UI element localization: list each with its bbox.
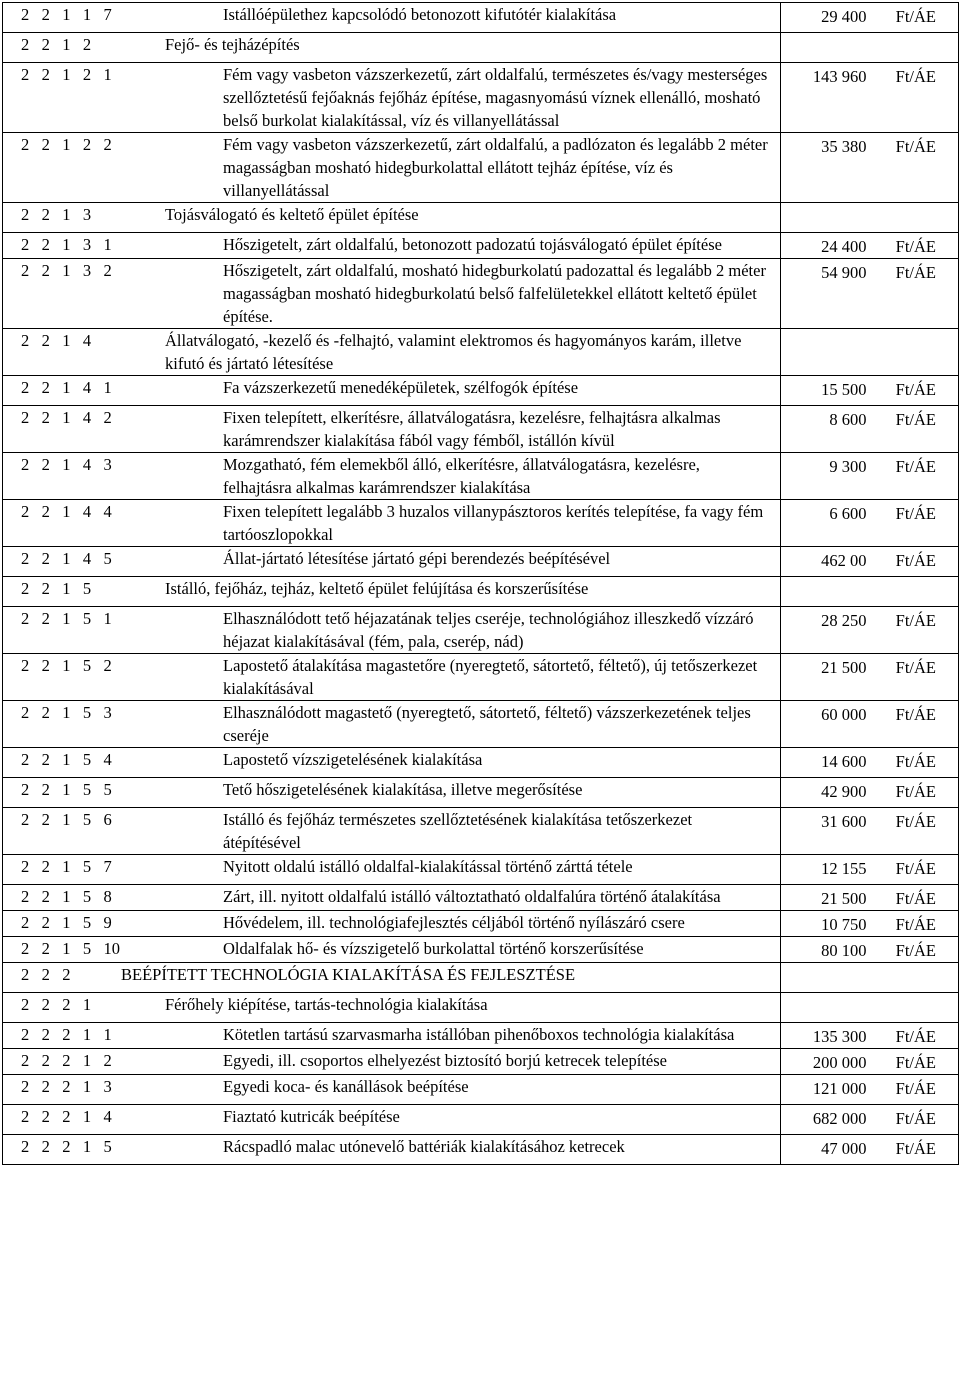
table-row <box>3 937 959 963</box>
table-row <box>3 500 959 547</box>
item-description: Egyedi, ill. csoportos elhelyezést biztosító borjú ketrecek telepítése <box>223 1051 667 1070</box>
cost-table-body <box>3 3 959 1165</box>
table-row <box>3 654 959 701</box>
row-content <box>3 654 781 701</box>
item-description: Fém vagy vasbeton vázszerkezetű, zárt oldalfalú, természetes és/vagy mesterséges szellőztetésű fejőaknás fejőház építése, magasnyomású víznek ellenálló, mosható belső burkolat kialakítással, víz és villanyellátással <box>223 65 768 130</box>
item-unit: Ft/ÁE <box>871 547 959 577</box>
item-unit: Ft/ÁE <box>871 3 959 33</box>
item-unit: Ft/ÁE <box>871 376 959 406</box>
item-unit: Ft/ÁE <box>871 63 959 133</box>
item-unit: Ft/ÁE <box>871 701 959 748</box>
table-row <box>3 203 959 233</box>
item-amount: 28 250 <box>781 607 871 654</box>
item-code: 2 2 1 4 <box>21 331 92 350</box>
item-description: Fa vázszerkezetű menedéképületek, szélfogók építése <box>223 378 579 397</box>
row-content <box>3 855 781 885</box>
item-description: Oldalfalak hő- és vízszigetelő burkolattal történő korszerűsítése <box>223 939 644 958</box>
item-amount: 135 300 <box>781 1023 871 1049</box>
item-description: Elhasználódott magastető (nyeregtető, sátortető, féltető) vázszerkezetének teljes cseréje <box>223 703 751 745</box>
item-unit: Ft/ÁE <box>871 1023 959 1049</box>
item-amount: 42 900 <box>781 778 871 808</box>
table-row <box>3 406 959 453</box>
item-unit <box>871 577 959 607</box>
row-content <box>3 885 781 911</box>
item-description: Elhasználódott tető héjazatának teljes cseréje, technológiához illeszkedő vízzáró héjazat kialakításával (fém, pala, cserép, nád) <box>223 609 754 651</box>
item-description: Állat-jártató létesítése jártató gépi berendezés beépítésével <box>223 549 611 568</box>
item-amount: 80 100 <box>781 937 871 963</box>
table-row <box>3 547 959 577</box>
item-unit: Ft/ÁE <box>871 500 959 547</box>
item-code: 2 2 2 <box>21 965 71 984</box>
item-amount: 31 600 <box>781 808 871 855</box>
item-unit <box>871 993 959 1023</box>
table-row <box>3 376 959 406</box>
item-amount: 35 380 <box>781 133 871 203</box>
item-code: 2 2 1 3 2 <box>21 261 112 280</box>
row-content <box>3 133 781 203</box>
item-description: Hőszigetelt, zárt oldalfalú, mosható hidegburkolatú padozattal és legalább 2 méter magasságban mosható hidegburkolatú belső falfelületekkel ellátott keltető épület építése. <box>223 261 766 326</box>
row-content <box>3 1023 781 1049</box>
item-amount <box>781 963 871 993</box>
item-description: Fejő- és tejházépítés <box>165 35 300 54</box>
row-content <box>3 453 781 500</box>
item-code: 2 2 1 5 10 <box>21 939 120 958</box>
table-row <box>3 33 959 63</box>
item-code: 2 2 1 3 <box>21 205 92 224</box>
item-amount <box>781 577 871 607</box>
item-amount: 14 600 <box>781 748 871 778</box>
row-content <box>3 547 781 577</box>
item-unit: Ft/ÁE <box>871 133 959 203</box>
item-description: Istállóépülethez kapcsolódó betonozott kifutótér kialakítása <box>223 5 617 24</box>
row-content <box>3 808 781 855</box>
item-code: 2 2 1 2 2 <box>21 135 112 154</box>
item-code: 2 2 1 3 1 <box>21 235 112 254</box>
row-content <box>3 500 781 547</box>
item-code: 2 2 1 5 <box>21 579 92 598</box>
item-code: 2 2 1 4 5 <box>21 549 112 568</box>
row-content <box>3 3 781 33</box>
row-content <box>3 778 781 808</box>
row-content <box>3 577 781 607</box>
table-row <box>3 748 959 778</box>
item-description: Lapostető vízszigetelésének kialakítása <box>223 750 483 769</box>
item-unit: Ft/ÁE <box>871 778 959 808</box>
item-unit: Ft/ÁE <box>871 453 959 500</box>
item-unit: Ft/ÁE <box>871 748 959 778</box>
row-content <box>3 33 781 63</box>
item-code: 2 2 2 1 <box>21 995 92 1014</box>
table-row <box>3 963 959 993</box>
item-unit: Ft/ÁE <box>871 911 959 937</box>
item-amount: 143 960 <box>781 63 871 133</box>
item-amount: 200 000 <box>781 1049 871 1075</box>
item-code: 2 2 1 1 7 <box>21 5 112 24</box>
item-description: Nyitott oldalú istálló oldalfal-kialakítással történő zárttá tétele <box>223 857 633 876</box>
item-description: Fixen telepített, elkerítésre, állatválogatásra, kezelésre, felhajtásra alkalmas karámrendszer kialakítása fából vagy fémből, istállón kívül <box>223 408 721 450</box>
item-amount: 54 900 <box>781 259 871 329</box>
row-content <box>3 406 781 453</box>
item-description: Rácspadló malac utónevelő battériák kialakításához ketrecek <box>223 1137 625 1156</box>
item-code: 2 2 1 5 2 <box>21 656 112 675</box>
item-unit: Ft/ÁE <box>871 855 959 885</box>
item-description: Fixen telepített legalább 3 huzalos villanypásztoros kerítés telepítése, fa vagy fém tartóoszlopokkal <box>223 502 764 544</box>
row-content <box>3 911 781 937</box>
row-content <box>3 993 781 1023</box>
item-amount: 24 400 <box>781 233 871 259</box>
table-row <box>3 911 959 937</box>
item-code: 2 2 2 1 5 <box>21 1137 112 1156</box>
item-code: 2 2 1 5 9 <box>21 913 112 932</box>
item-code: 2 2 1 4 4 <box>21 502 112 521</box>
item-amount: 10 750 <box>781 911 871 937</box>
item-code: 2 2 1 4 2 <box>21 408 112 427</box>
item-unit: Ft/ÁE <box>871 808 959 855</box>
row-content <box>3 607 781 654</box>
item-unit: Ft/ÁE <box>871 654 959 701</box>
item-amount: 15 500 <box>781 376 871 406</box>
item-description: Tojásválogató és keltető épület építése <box>165 205 419 224</box>
item-unit: Ft/ÁE <box>871 1075 959 1105</box>
row-content <box>3 203 781 233</box>
item-code: 2 2 2 1 1 <box>21 1025 112 1044</box>
item-amount <box>781 329 871 376</box>
item-code: 2 2 1 5 8 <box>21 887 112 906</box>
item-code: 2 2 1 5 6 <box>21 810 112 829</box>
item-unit: Ft/ÁE <box>871 233 959 259</box>
item-description: Hőszigetelt, zárt oldalfalú, betonozott padozatú tojásválogató épület építése <box>223 235 722 254</box>
row-content <box>3 259 781 329</box>
row-content <box>3 1049 781 1075</box>
item-unit <box>871 203 959 233</box>
item-unit: Ft/ÁE <box>871 1135 959 1165</box>
row-content <box>3 1135 781 1165</box>
table-row <box>3 453 959 500</box>
item-code: 2 2 2 1 4 <box>21 1107 112 1126</box>
table-row <box>3 3 959 33</box>
table-row <box>3 607 959 654</box>
table-row <box>3 1075 959 1105</box>
table-row <box>3 259 959 329</box>
item-code: 2 2 1 2 1 <box>21 65 112 84</box>
item-code: 2 2 1 2 <box>21 35 92 54</box>
item-description: BEÉPÍTETT TECHNOLÓGIA KIALAKÍTÁSA ÉS FEJLESZTÉSE <box>121 965 576 984</box>
item-amount: 12 155 <box>781 855 871 885</box>
item-code: 2 2 1 5 4 <box>21 750 112 769</box>
item-amount: 29 400 <box>781 3 871 33</box>
table-row <box>3 133 959 203</box>
item-amount: 47 000 <box>781 1135 871 1165</box>
row-content <box>3 1075 781 1105</box>
item-unit: Ft/ÁE <box>871 1105 959 1135</box>
item-unit <box>871 963 959 993</box>
item-description: Férőhely kiépítése, tartás-technológia kialakítása <box>165 995 488 1014</box>
table-row <box>3 577 959 607</box>
row-content <box>3 63 781 133</box>
item-amount: 21 500 <box>781 654 871 701</box>
item-description: Istálló, fejőház, tejház, keltető épület felújítása és korszerűsítése <box>165 579 589 598</box>
item-description: Istálló és fejőház természetes szellőztetésének kialakítása tetőszerkezet átépítésével <box>223 810 693 852</box>
item-description: Állatválogató, -kezelő és -felhajtó, valamint elektromos és hagyományos karám, illetve kifutó és jártató létesítése <box>165 331 742 373</box>
row-content <box>3 329 781 376</box>
item-amount: 21 500 <box>781 885 871 911</box>
item-unit: Ft/ÁE <box>871 607 959 654</box>
item-unit: Ft/ÁE <box>871 885 959 911</box>
item-unit: Ft/ÁE <box>871 406 959 453</box>
item-code: 2 2 2 1 2 <box>21 1051 112 1070</box>
item-code: 2 2 1 4 3 <box>21 455 112 474</box>
item-code: 2 2 1 5 3 <box>21 703 112 722</box>
item-description: Lapostető átalakítása magastetőre (nyeregtető, sátortető, féltető), új tetőszerkezet kialakításával <box>223 656 758 698</box>
row-content <box>3 937 781 963</box>
table-row <box>3 1023 959 1049</box>
row-content <box>3 748 781 778</box>
item-description: Mozgatható, fém elemekből álló, elkerítésre, állatválogatásra, kezelésre, felhajtásra alkalmas karámrendszer kialakítása <box>223 455 700 497</box>
item-description: Tető hőszigetelésének kialakítása, illetve megerősítése <box>223 780 583 799</box>
item-code: 2 2 1 5 5 <box>21 780 112 799</box>
table-row <box>3 885 959 911</box>
item-unit: Ft/ÁE <box>871 259 959 329</box>
item-amount: 682 000 <box>781 1105 871 1135</box>
row-content <box>3 376 781 406</box>
table-row <box>3 808 959 855</box>
row-content <box>3 701 781 748</box>
item-amount <box>781 33 871 63</box>
table-row <box>3 993 959 1023</box>
table-row <box>3 778 959 808</box>
table-row <box>3 1105 959 1135</box>
item-description: Kötetlen tartású szarvasmarha istállóban pihenőboxos technológia kialakítása <box>223 1025 735 1044</box>
table-row <box>3 329 959 376</box>
item-amount <box>781 203 871 233</box>
cost-table <box>2 2 959 1165</box>
item-description: Egyedi koca- és kanállások beépítése <box>223 1077 469 1096</box>
row-content <box>3 233 781 259</box>
item-unit <box>871 33 959 63</box>
item-amount: 462 00 <box>781 547 871 577</box>
item-description: Zárt, ill. nyitott oldalfalú istálló változtatható oldalfalúra történő átalakítása <box>223 887 721 906</box>
table-row <box>3 701 959 748</box>
item-amount <box>781 993 871 1023</box>
item-description: Fém vagy vasbeton vázszerkezetű, zárt oldalfalú, a padlózaton és legalább 2 méter magasságban mosható hidegburkolattal ellátott tejház építése, víz és villanyellátással <box>223 135 768 200</box>
table-row <box>3 63 959 133</box>
table-row <box>3 1049 959 1075</box>
item-description: Hővédelem, ill. technológiafejlesztés céljából történő nyílászáró csere <box>223 913 685 932</box>
row-content <box>3 1105 781 1135</box>
item-unit: Ft/ÁE <box>871 937 959 963</box>
item-code: 2 2 1 4 1 <box>21 378 112 397</box>
item-amount: 6 600 <box>781 500 871 547</box>
item-code: 2 2 1 5 7 <box>21 857 112 876</box>
item-code: 2 2 1 5 1 <box>21 609 112 628</box>
item-amount: 121 000 <box>781 1075 871 1105</box>
item-description: Fiaztató kutricák beépítése <box>223 1107 400 1126</box>
item-unit <box>871 329 959 376</box>
item-code: 2 2 2 1 3 <box>21 1077 112 1096</box>
item-unit: Ft/ÁE <box>871 1049 959 1075</box>
item-amount: 9 300 <box>781 453 871 500</box>
table-row <box>3 233 959 259</box>
item-amount: 60 000 <box>781 701 871 748</box>
table-row <box>3 1135 959 1165</box>
table-row <box>3 855 959 885</box>
row-content <box>3 963 781 993</box>
item-amount: 8 600 <box>781 406 871 453</box>
